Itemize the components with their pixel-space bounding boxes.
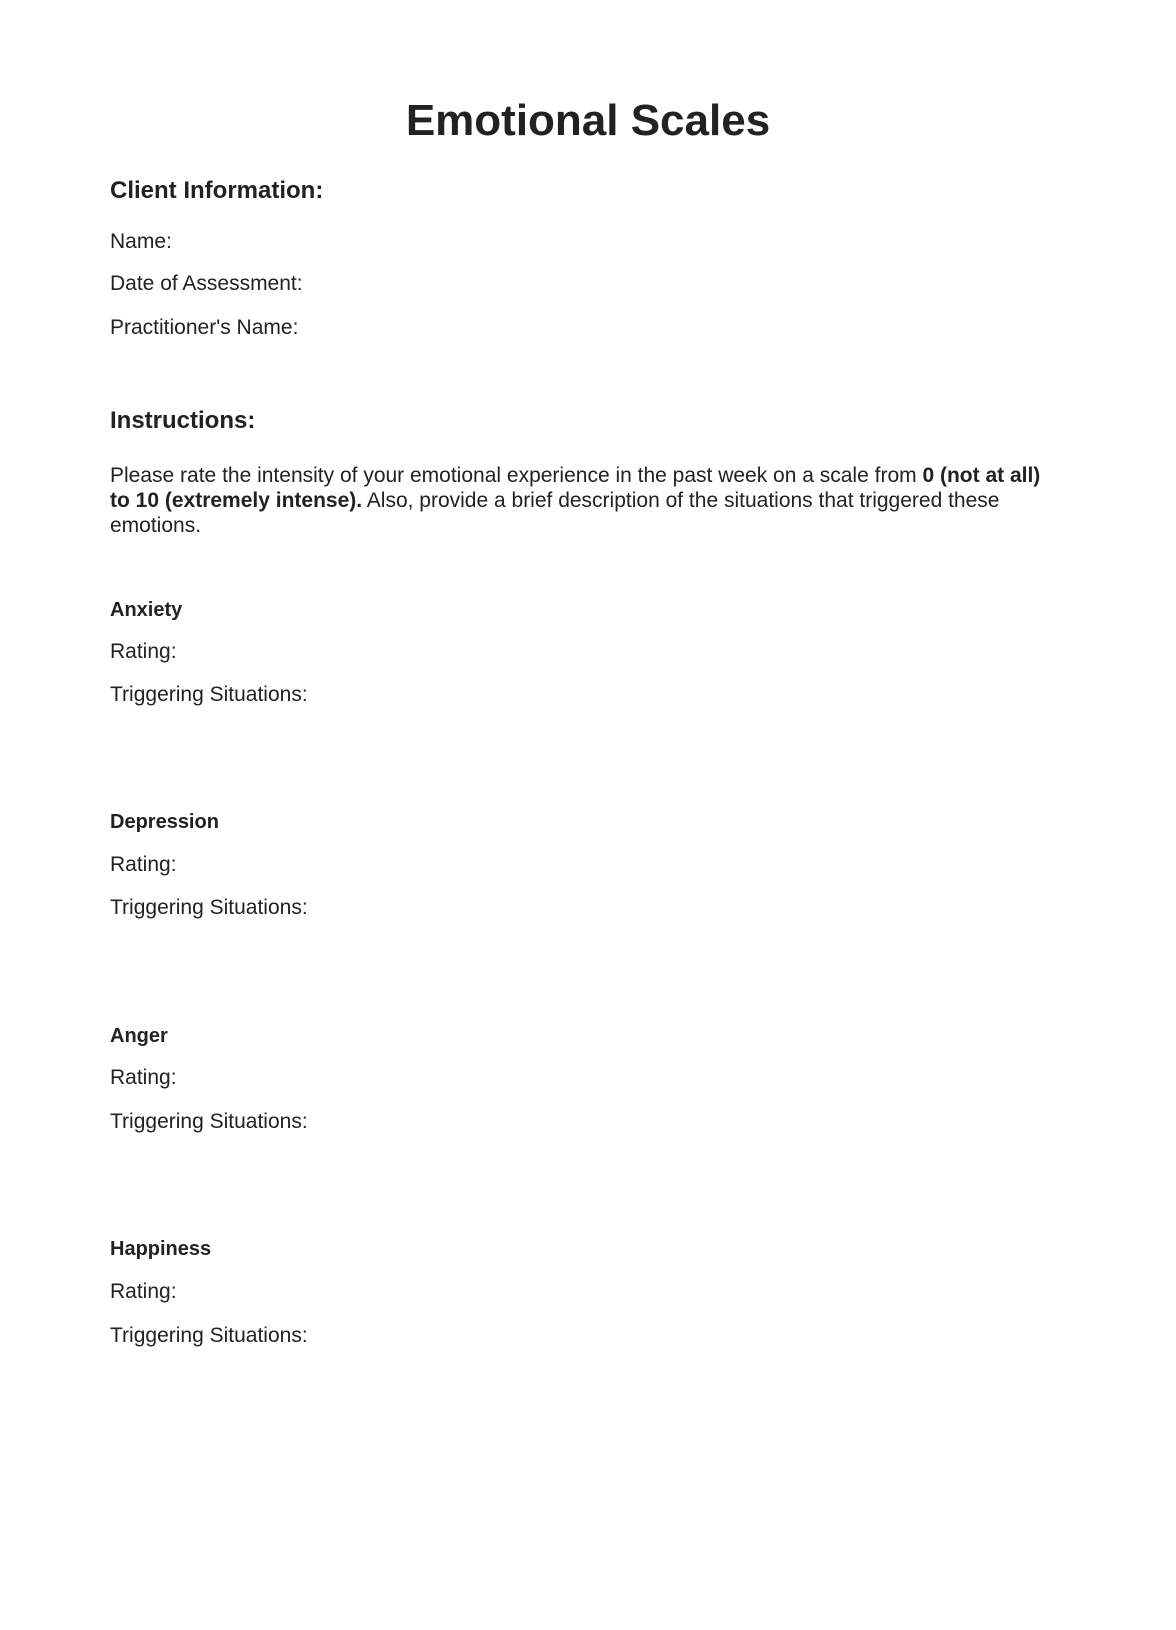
anger-trigger-label: Triggering Situations: xyxy=(110,1110,308,1133)
depression-rating-label: Rating: xyxy=(110,853,177,876)
happiness-rating-label: Rating: xyxy=(110,1280,177,1303)
client-info-heading: Client Information: xyxy=(110,177,324,204)
scale-anger-heading: Anger xyxy=(110,1025,168,1047)
instructions-heading: Instructions: xyxy=(110,407,256,434)
anger-rating-label: Rating: xyxy=(110,1066,177,1089)
anxiety-trigger-label: Triggering Situations: xyxy=(110,683,308,706)
instructions-text-end: Also, provide a brief description of the situations that triggered these emotions. xyxy=(110,489,1000,537)
page-title: Emotional Scales xyxy=(405,96,771,145)
name-field-label: Name: xyxy=(110,230,172,253)
anxiety-rating-label: Rating: xyxy=(110,640,177,663)
scale-depression-heading: Depression xyxy=(110,811,219,833)
date-field-label: Date of Assessment: xyxy=(110,272,303,295)
instructions-scale-range: 0 (not at all) to 10 (extremely intense). xyxy=(110,464,1041,512)
scale-happiness-heading: Happiness xyxy=(110,1238,212,1260)
happiness-trigger-label: Triggering Situations: xyxy=(110,1324,308,1347)
instructions-text-start: Please rate the intensity of your emotional experience in the past week on a scale from xyxy=(110,464,923,487)
depression-trigger-label: Triggering Situations: xyxy=(110,896,308,919)
scale-anxiety-heading: Anxiety xyxy=(110,599,183,621)
practitioner-field-label: Practitioner's Name: xyxy=(110,316,299,339)
instructions-text xyxy=(110,463,1050,538)
